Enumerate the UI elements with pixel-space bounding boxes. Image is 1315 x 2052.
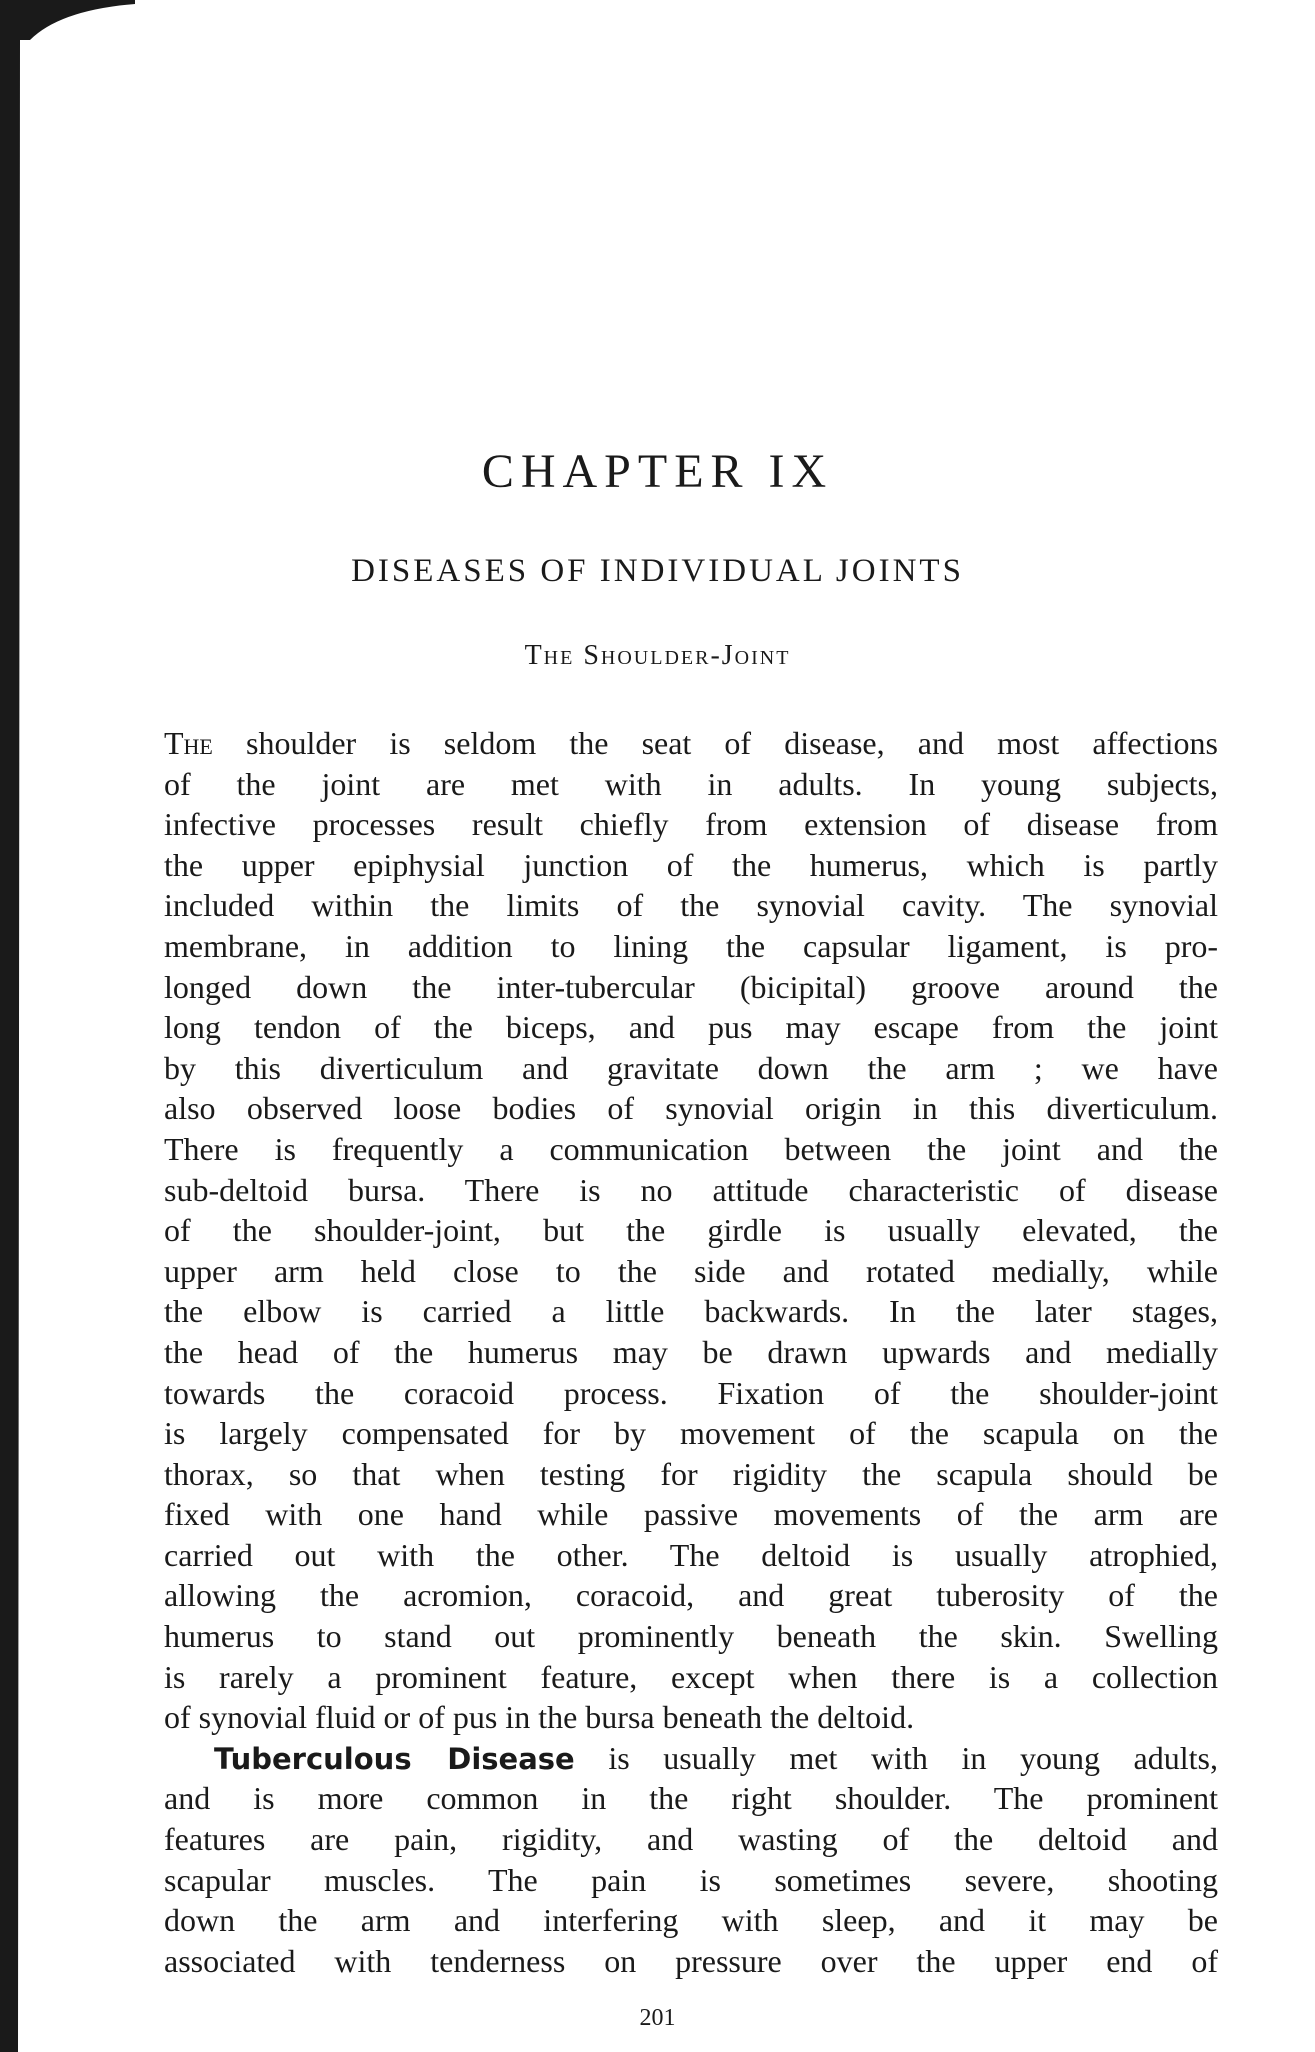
text-line: allowing the acromion, coracoid, and great tuberosity of the bbox=[164, 1577, 1218, 1614]
text-line: membrane, in addition to lining the capsular ligament, is pro- bbox=[164, 927, 1218, 964]
line-text: is usually met with in young adults, bbox=[574, 1739, 1218, 1776]
body-text bbox=[164, 723, 1218, 1981]
text-line: scapular muscles. The pain is sometimes severe, shooting bbox=[164, 1861, 1218, 1898]
binding-edge-scan-artifact bbox=[0, 0, 50, 2052]
text-line: associated with tenderness on pressure over the upper end of bbox=[164, 1942, 1218, 1979]
text-line bbox=[164, 1738, 1218, 1779]
text-line: upper arm held close to the side and rotated medially, while bbox=[164, 1252, 1218, 1289]
text-line: is largely compensated for by movement of the scapula on the bbox=[164, 1415, 1218, 1452]
text-line: features are pain, rigidity, and wasting of the deltoid and bbox=[164, 1821, 1218, 1858]
text-line: longed down the inter-tubercular (bicipital) groove around the bbox=[164, 968, 1218, 1005]
chapter-title: CHAPTER IX bbox=[481, 445, 834, 498]
subsection-title: The Shoulder-Joint bbox=[524, 640, 791, 671]
paragraph-shoulder-overview bbox=[164, 723, 1218, 1738]
text-line: also observed loose bodies of synovial origin in this diverticulum. bbox=[164, 1090, 1218, 1127]
text-line: by this diverticulum and gravitate down the arm ; we have bbox=[164, 1049, 1218, 1086]
text-line: the upper epiphysial junction of the humerus, which is partly bbox=[164, 846, 1218, 883]
paragraph-tuberculous-disease bbox=[164, 1738, 1218, 1982]
text-line: sub-deltoid bursa. There is no attitude characteristic of disease bbox=[164, 1171, 1218, 1208]
text-line: the head of the humerus may be drawn upwards and medially bbox=[164, 1333, 1218, 1370]
bold-term: Tuberculous Disease bbox=[214, 1741, 575, 1776]
line-text: shoulder is seldom the seat of disease, and most affections bbox=[212, 725, 1218, 761]
text-line: infective processes result chiefly from extension of disease from bbox=[164, 806, 1218, 843]
text-line: included within the limits of the synovial cavity. The synovial bbox=[164, 887, 1218, 924]
page-number: 201 bbox=[639, 2005, 676, 2031]
text-line: of synovial fluid or of pus in the bursa beneath the deltoid. bbox=[164, 1699, 915, 1736]
text-line: down the arm and interfering with sleep, and it may be bbox=[164, 1902, 1218, 1939]
text-line: the elbow is carried a little backwards. In the later stages, bbox=[164, 1293, 1218, 1330]
text-line: fixed with one hand while passive movements of the arm are bbox=[164, 1496, 1218, 1533]
text-line: and is more common in the right shoulder. The prominent bbox=[164, 1780, 1218, 1817]
text-line: There is frequently a communication between the joint and the bbox=[164, 1130, 1218, 1167]
text-line: of the shoulder-joint, but the girdle is usually elevated, the bbox=[164, 1212, 1218, 1249]
lead-word: The bbox=[164, 725, 213, 761]
text-line: long tendon of the biceps, and pus may escape from the joint bbox=[164, 1009, 1218, 1046]
section-title: DISEASES OF INDIVIDUAL JOINTS bbox=[351, 553, 964, 589]
text-line: towards the coracoid process. Fixation of the shoulder-joint bbox=[164, 1374, 1218, 1411]
text-line: of the joint are met with in adults. In young subjects, bbox=[164, 765, 1218, 802]
text-line: is rarely a prominent feature, except when there is a collection bbox=[164, 1658, 1218, 1695]
text-line: humerus to stand out prominently beneath the skin. Swelling bbox=[164, 1618, 1218, 1655]
text-line: thorax, so that when testing for rigidity the scapula should be bbox=[164, 1455, 1218, 1492]
text-line bbox=[164, 723, 1218, 764]
binding-edge-top-corner bbox=[0, 0, 135, 40]
text-line: carried out with the other. The deltoid is usually atrophied, bbox=[164, 1536, 1218, 1573]
